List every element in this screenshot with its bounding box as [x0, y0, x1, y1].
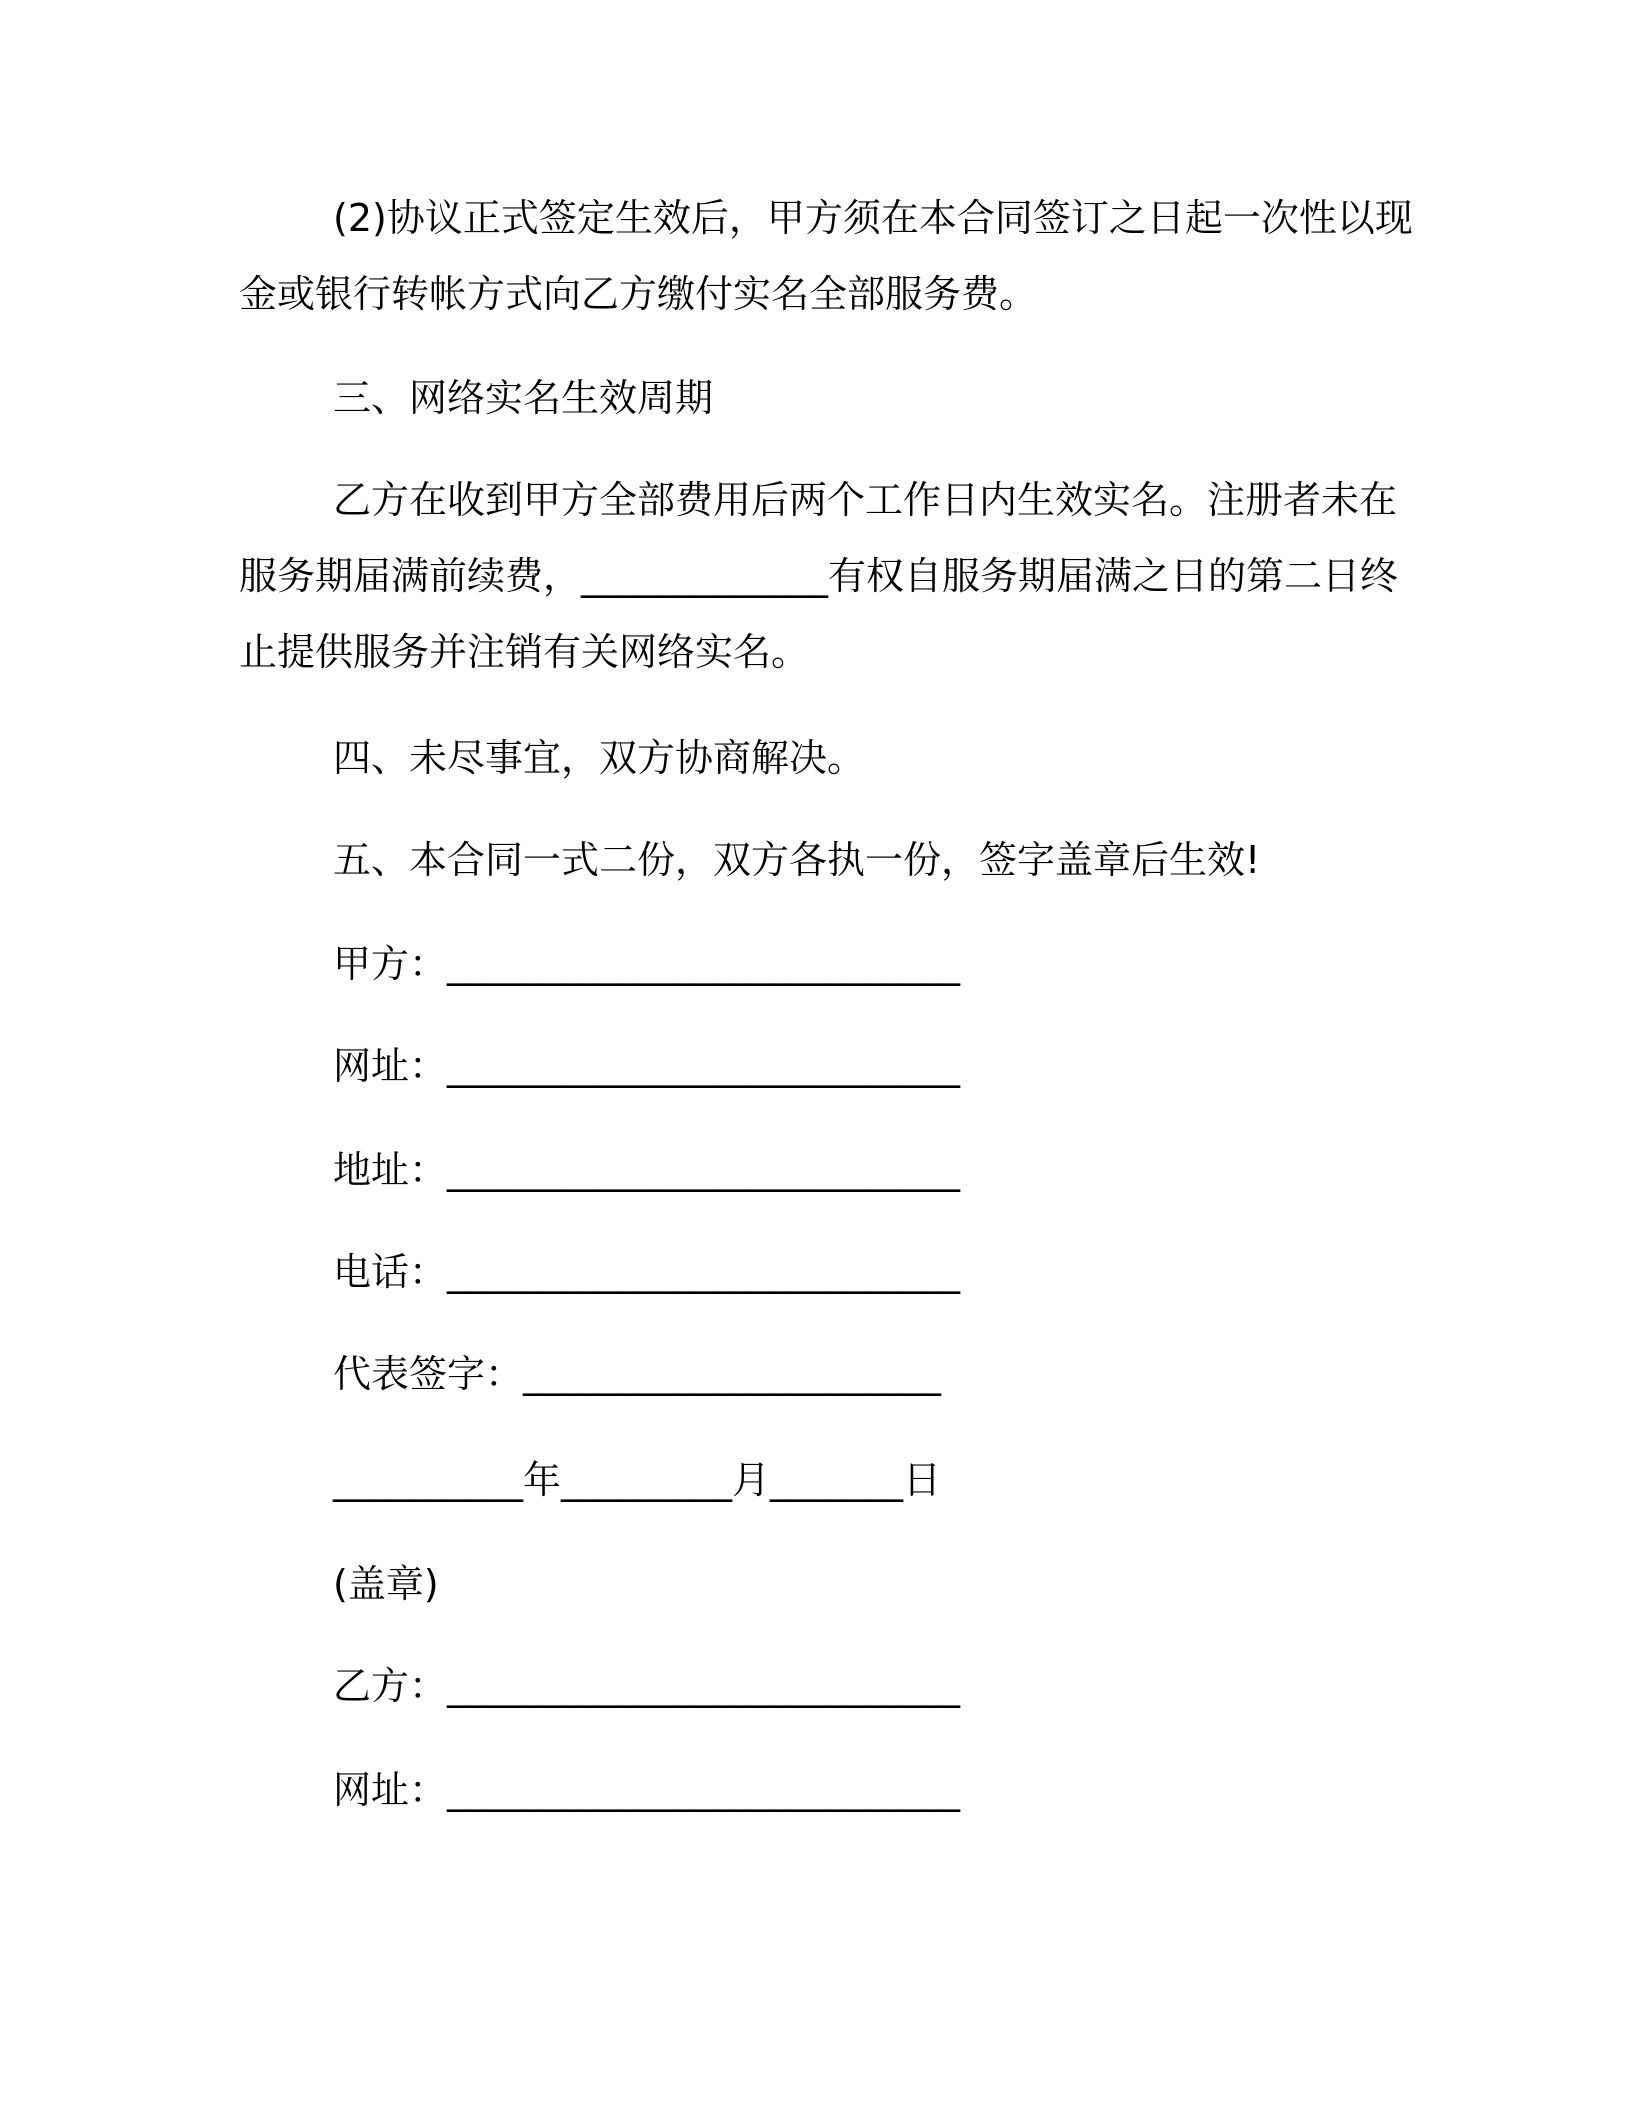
party-b-website-field: 网址：___________________________ — [333, 1768, 961, 1812]
party-a-address-field: 地址：___________________________ — [333, 1148, 961, 1192]
party-a-phone-field: 电话：___________________________ — [333, 1250, 961, 1294]
section-five: 五、本合同一式二份，双方各执一份，签字盖章后生效! — [333, 838, 1261, 882]
section-three-line-2: 服务期届满前续费，_____________有权自服务期届满之日的第二日终 — [239, 554, 1399, 598]
section-three-line-1: 乙方在收到甲方全部费用后两个工作日内生效实名。注册者未在 — [333, 478, 1398, 522]
section-three-heading: 三、网络实名生效周期 — [333, 376, 714, 420]
party-a-representative-field: 代表签字：______________________ — [333, 1352, 942, 1396]
party-a-website-field: 网址：___________________________ — [333, 1044, 961, 1088]
payment-paragraph-line-1: (2)协议正式签定生效后，甲方须在本合同签订之日起一次性以现 — [333, 196, 1413, 240]
party-a-name-field: 甲方：___________________________ — [333, 942, 961, 986]
section-three-line-3: 止提供服务并注销有关网络实名。 — [239, 630, 810, 674]
payment-paragraph-line-2: 金或银行转帐方式向乙方缴付实名全部服务费。 — [239, 272, 1038, 316]
party-a-date-field: __________年_________月_______日 — [333, 1458, 942, 1502]
section-four: 四、未尽事宜，双方协商解决。 — [333, 736, 866, 780]
party-a-seal-label: (盖章) — [333, 1562, 439, 1606]
party-b-name-field: 乙方：___________________________ — [333, 1664, 961, 1708]
